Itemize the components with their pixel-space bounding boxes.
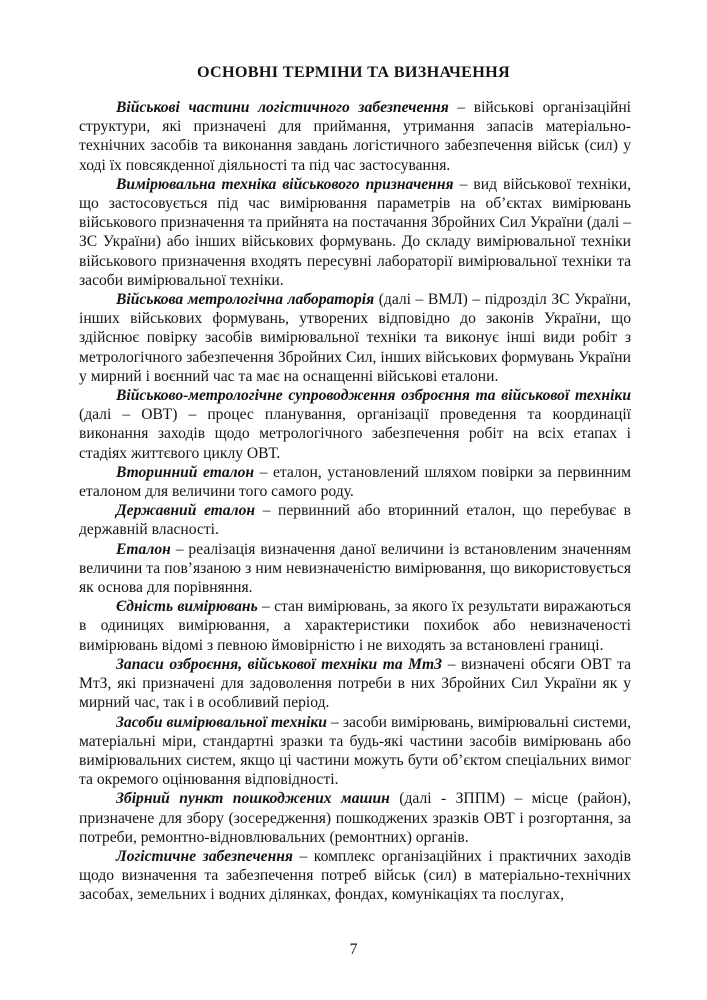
term-definition: – еталон, установлений шляхом повірки за первинним еталоном для величини того самого роду. xyxy=(79,463,631,501)
term-entry xyxy=(79,501,631,539)
term-entry xyxy=(79,847,631,905)
term-name: Еталон xyxy=(116,540,171,558)
term-name: Вторинний еталон xyxy=(116,463,255,481)
term-name: Військова метрологічна лабораторія xyxy=(116,291,375,309)
term-entry xyxy=(79,463,631,501)
term-definition: (далі – ОВТ) – процес планування, організації проведення та координації виконання заходів щодо метрологічного забезпечення робіт на всіх етапах і стадіях життєвого циклу ОВТ. xyxy=(79,406,631,462)
term-entry xyxy=(79,175,631,290)
term-name: Збірний пункт пошкоджених машин xyxy=(116,790,390,808)
page-title: ОСНОВНІ ТЕРМІНИ ТА ВИЗНАЧЕННЯ xyxy=(196,63,511,81)
term-definition: – вид військової техніки, що застосовується під час вимірювання параметрів на об’єктах вимірювань військового призначення та прийнята на постачання Збройних Сил України (далі – ЗС України) або інших військових формувань. До складу вимірювальної техніки військового призначення входять пересувні лабораторії вимірювальної техніки та засоби вимірювальної техніки. xyxy=(79,175,631,289)
term-definition: – визначені обсяги ОВТ та МтЗ, які призначені для задоволення потреби в них Збройних Сил України як у мирний час, так і в особливий період. xyxy=(79,655,631,712)
term-entry xyxy=(79,98,631,175)
term-entry xyxy=(79,713,631,790)
term-name: Логістичне забезпечення xyxy=(116,847,293,865)
term-name: Засоби вимірювальної техніки xyxy=(116,713,327,731)
term-name: Військові частини логістичного забезпечення xyxy=(116,99,449,116)
term-definition: – первинний або вторинний еталон, що перебуває в державній власності. xyxy=(79,502,631,539)
term-definition: (далі – ВМЛ) – підрозділ ЗС України, інших військових формувань, утворених відповідно до законів України, що здійснює повірку засобів вимірювальної техніки та виконує інші види робіт з метрологічного забезпечення Збройних Сил, інших військових формувань України у мирний і воєнний час та має на оснащенні військові еталони. xyxy=(79,291,631,385)
term-entry xyxy=(79,540,631,598)
term-definition: – комплекс організаційних і практичних заходів щодо визначення та забезпечення потреб військ (сил) в матеріально-технічних засобах, земельних і водних ділянках, фондах, комунікаціях та послугах, xyxy=(79,847,631,904)
term-entry xyxy=(79,789,631,847)
term-entry xyxy=(79,386,631,463)
term-name: Запаси озброєння, військової техніки та МтЗ xyxy=(116,655,443,673)
term-entry xyxy=(79,597,631,655)
term-name: Державний еталон xyxy=(116,502,256,520)
page-number: 7 xyxy=(349,941,358,958)
term-entry xyxy=(79,290,631,386)
term-definition: – військові організаційні структури, які призначені для приймання, утримання запасів матеріально-технічних засобів та виконання завдань логістичного забезпечення військ (сил) у ході їх повсякденної діяльності та під час застосування. xyxy=(79,99,632,174)
term-definition: (далі - ЗППМ) – місце (район), призначене для збору (зосередження) пошкоджених зразків ОВТ і розгортання, за потреби, ремонтно-відновлювальних (ремонтних) органів. xyxy=(79,790,631,846)
term-name: Вимірювальна техніка військового призначення xyxy=(116,175,454,193)
term-name: Військово-метрологічне супроводження озброєння та військової техніки xyxy=(116,387,631,405)
term-definition: – стан вимірювань, за якого їх результати виражаються в одиницях вимірювання, а характеристики похибок або невизначеності вимірювань відомі з певною ймовірністю і не виходять за встановлені границі. xyxy=(79,598,631,654)
term-name: Єдність вимірювань xyxy=(116,598,258,616)
terms-list xyxy=(79,98,631,905)
term-definition: – засоби вимірювань, вимірювальні системи, матеріальні міри, стандартні зразки та будь-які частини засобів вимірювань або вимірювальних систем, якщо ці частини можуть бути об’єктом спеціальних вимог та окремого оцінювання відповідності. xyxy=(79,713,631,789)
term-entry xyxy=(79,655,631,713)
term-definition: – реалізація визначення даної величини із встановленим значенням величини та пов’язаною з ним невизначеністю вимірювання, що використовується як основа для порівняння. xyxy=(79,540,631,597)
